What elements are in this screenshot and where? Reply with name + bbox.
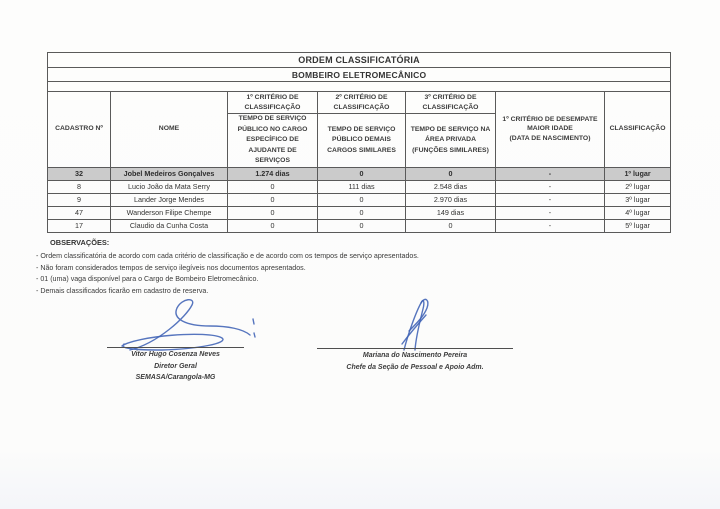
cell-criterio1: 0 [228,206,318,219]
signature-scribble-left-icon [106,293,258,353]
header-tempo-2: TEMPO DE SERVIÇO PÚBLICO DEMAIS CARGOS SIMILARES [318,114,406,168]
cell-desempate: - [496,206,605,219]
signature-role: Diretor Geral [154,362,197,370]
table-title-row [48,53,671,68]
cell-criterio3: 0 [406,167,496,180]
cell-criterio3: 2.970 dias [406,193,496,206]
cell-criterio2: 0 [318,167,406,180]
header-criterio-3: 3º CRITÉRIO DE CLASSIFICAÇÃO [406,92,496,114]
cell-cadastro: 9 [48,193,111,206]
signature-name: Mariana do Nascimento Pereira [362,352,468,359]
cell-desempate: - [496,193,605,206]
observation-item: - Demais classificados ficarão em cadastro de reserva. [36,286,209,295]
header-nome: NOME [111,92,228,168]
cell-nome: Jobel Medeiros Gonçalves [111,167,228,180]
cell-criterio3: 0 [406,219,496,232]
cell-cadastro: 8 [48,180,111,193]
header-tempo-1: TEMPO DE SERVIÇO PÚBLICO NO CARGO ESPECÍFICO DE AJUDANTE DE SERVIÇOS [228,114,318,168]
header-desempate-line-1: 1º CRITÉRIO DE DESEMPATE [502,115,598,123]
signature-name: Vitor Hugo Cosenza Neves [131,351,220,358]
cell-nome: Wanderson Filipe Chempe [111,206,228,219]
observation-item: - Não foram considerados tempos de serviço ilegíveis nos documentos apresentados. [36,263,306,272]
table-row [48,206,671,219]
signature-block-director [107,347,244,384]
observations-title: OBSERVAÇÕES: [50,238,110,247]
cell-cadastro: 17 [48,219,111,232]
cell-desempate: - [496,167,605,180]
header-cadastro: CADASTRO Nº [48,92,111,168]
cell-nome: Lander Jorge Mendes [111,193,228,206]
observation-item: - Ordem classificatória de acordo com cada critério de classificação e de acordo com os tempos de serviço apresentados. [36,252,419,260]
table-row [48,167,671,180]
cell-classificacao: 1º lugar [605,167,671,180]
cell-cadastro: 32 [48,167,111,180]
cell-classificacao: 4º lugar [605,206,671,219]
table-row [48,180,671,193]
cell-classificacao: 2º lugar [605,180,671,193]
cell-criterio1: 0 [228,193,318,206]
observation-item: - 01 (uma) vaga disponível para o Cargo de Bombeiro Eletromecânico. [36,275,259,283]
cell-classificacao: 3º lugar [605,193,671,206]
header-desempate [496,92,605,168]
document-subtitle: BOMBEIRO ELETROMECÂNICO [48,68,671,82]
signature-role: Chefe da Seção de Pessoal e Apoio Adm. [346,363,484,371]
table-row [48,219,671,232]
header-criterio-2: 2º CRITÉRIO DE CLASSIFICAÇÃO [318,92,406,114]
header-row-criteria [48,92,671,114]
header-desempate-line-3: (DATA DE NASCIMENTO) [509,135,591,143]
spacer-cell [48,82,671,92]
cell-nome: Lucio João da Mata Serry [111,180,228,193]
signature-scribble-right-icon [395,294,435,352]
cell-criterio3: 149 dias [406,206,496,219]
cell-criterio2: 0 [318,219,406,232]
cell-criterio1: 0 [228,219,318,232]
table-subtitle-row [48,68,671,82]
classification-table [47,52,671,233]
cell-criterio1: 1.274 dias [228,167,318,180]
cell-classificacao: 5º lugar [605,219,671,232]
header-tempo-3: TEMPO DE SERVIÇO NA ÁREA PRIVADA (FUNÇÕES SIMILARES) [406,114,496,168]
cell-criterio2: 0 [318,206,406,219]
header-classificacao: CLASSIFICAÇÃO [605,92,671,168]
cell-nome: Claudio da Cunha Costa [111,219,228,232]
cell-cadastro: 47 [48,206,111,219]
signature-block-chief [317,348,513,373]
cell-criterio2: 111 dias [318,180,406,193]
cell-criterio1: 0 [228,180,318,193]
table-row [48,193,671,206]
signature-org: SEMASA/Carangola-MG [135,374,216,382]
observations-section [36,237,686,297]
document-title: ORDEM CLASSIFICATÓRIA [48,53,671,68]
cell-desempate: - [496,219,605,232]
cell-criterio3: 2.548 dias [406,180,496,193]
header-criterio-1: 1º CRITÉRIO DE CLASSIFICAÇÃO [228,92,318,114]
cell-desempate: - [496,180,605,193]
spacer-row [48,82,671,92]
header-desempate-line-2: MAIOR IDADE [527,125,573,133]
cell-criterio2: 0 [318,193,406,206]
